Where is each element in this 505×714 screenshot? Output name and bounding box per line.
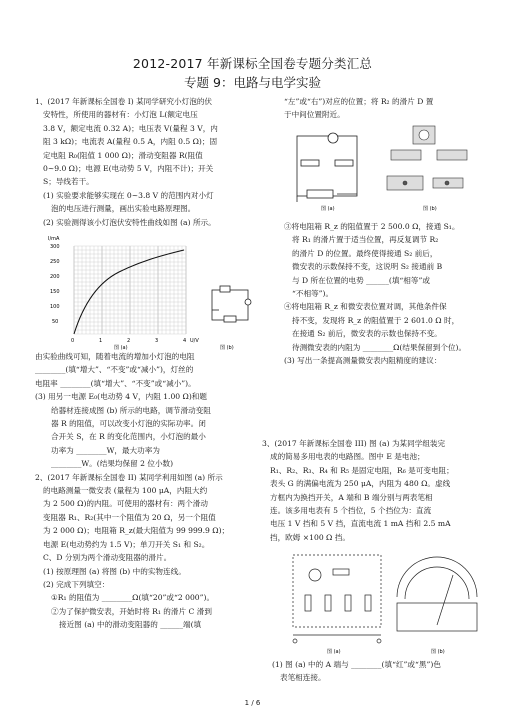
figure-caption: 图 (b) <box>423 206 437 212</box>
text-line: 挡，欧姆 ×100 Ω 挡。 <box>270 532 350 542</box>
graph-grid <box>74 246 186 334</box>
right-column-text-mid <box>284 220 489 367</box>
text-line: 由实验曲线可知，随着电流的增加小灯泡的电阻 <box>35 352 195 361</box>
left-column-text-bottom <box>35 350 260 632</box>
left-column-text-top <box>35 95 260 229</box>
figure-caption: 图 (a) <box>114 345 128 350</box>
text-line: 持不变，发现将 R_z 的阻值置于 2 601.0 Ω 时， <box>292 315 460 325</box>
text-line: 将 R₁ 的滑片置于适当位置，再反复调节 R₂ <box>292 235 439 245</box>
text-line: C、D 分别为两个滑动变阻器的滑片。 <box>43 553 172 563</box>
circuit-a <box>297 133 357 202</box>
figure-caption: 图 (b) <box>431 649 445 655</box>
text-line: 方框内为换挡开关，A 端和 B 端分别与两表笔相 <box>270 492 433 502</box>
right-column-text-bottom <box>272 658 487 685</box>
text-line: 电阻率 ________(填“增大”、“不变”或“减小”)。 <box>35 378 196 388</box>
figure-caption: 图 (a) <box>327 649 341 655</box>
x-tick: 1 <box>99 338 103 344</box>
text-line: 表笔相连接。 <box>280 673 326 683</box>
text-line: 合开关 S，在 R 的变化范围内，小灯泡的最小 <box>51 432 206 442</box>
text-line: 定电阻 R₀(阻值 1 000 Ω)；滑动变阻器 R(阻值 <box>43 150 203 160</box>
text-line: ③将电阻箱 R_z 的阻值置于 2 500.0 Ω，接通 S₁。 <box>284 222 460 231</box>
text-line: 为 2 500 Ω)的内阻。可使用的器材有：两个滑动 <box>43 499 208 509</box>
page-number: 1 / 6 <box>244 699 261 707</box>
text-line: ②为了保护微安表，开始时将 R₁ 的滑片 C 滑到 <box>51 606 212 616</box>
text-line: 2、(2017 年新课标全国卷 II) 某同学利用如图 (a) 所示 <box>35 472 223 482</box>
text-line: 成的简易多用电表的电路图。图中 E 是电池； <box>270 452 425 462</box>
text-line: 电源 E(电动势约为 1.5 V)；单刀开关 S₁ 和 S₂。 <box>43 539 210 549</box>
text-line: 功率为 ________W，最大功率为 <box>51 445 160 455</box>
y-tick: 100 <box>50 304 60 310</box>
text-line: 的滑片 D 的位置。最终使得接通 S₂ 前后， <box>292 248 438 258</box>
document-subtitle: 专题 9：电路与电学实验 <box>184 75 321 90</box>
figure-caption: 图 (a) <box>321 206 335 212</box>
text-line: 器 R 的阻值，可以改变小灯泡的实际功率。闭 <box>51 419 206 429</box>
y-tick: 300 <box>50 244 60 250</box>
text-line: 与 D 所在位置的电势 ______(填“相等”或 <box>292 275 430 285</box>
microammeter-circuit-figures <box>287 122 477 214</box>
y-tick: 200 <box>50 274 60 280</box>
text-line: ________(填“增大”、“不变”或“减小”)，灯丝的 <box>35 365 194 375</box>
y-tick: 50 <box>52 319 59 325</box>
text-line: 的电路测量一微安表 (量程为 100 μA，内阻大约 <box>43 486 208 496</box>
text-line: 在接通 S₂ 前后，微安表的示数也保持不变。 <box>292 329 442 339</box>
text-line: “不相等”)。 <box>292 289 334 299</box>
text-line: S；导线若干。 <box>43 177 94 187</box>
text-line: (1) 实验要求能够实现在 0~3.8 V 的范围内对小灯 <box>43 190 214 200</box>
text-line: (3) 写出一条提高测量微安表内阻精度的建议： <box>284 356 442 366</box>
document-title: 2012-2017 年新课标全国卷专题分类汇总 <box>132 56 373 71</box>
text-line: (2) 完成下列填空： <box>43 579 110 589</box>
iv-curve <box>74 250 184 334</box>
y-axis-label: I/mA <box>48 236 60 242</box>
x-axis-label: U/V <box>190 338 199 344</box>
figure-caption: 图 (b) <box>220 345 234 350</box>
circuit-b <box>212 286 251 322</box>
multimeter-dial-b <box>397 557 477 631</box>
text-line: 接近图 (a) 中的滑动变阻器的 ______端(填 <box>59 620 202 630</box>
text-line: 电压 1 V 挡和 5 V 挡，直流电流 1 mA 挡和 2.5 mA <box>270 519 451 529</box>
x-tick: 0 <box>71 338 75 344</box>
y-tick: 250 <box>50 259 60 265</box>
multimeter-figures <box>285 545 485 655</box>
text-line: 连。该多用电表有 5 个挡位，5 个挡位为：直流 <box>270 506 432 516</box>
x-tick: 3 <box>155 338 159 344</box>
text-line: (1) 图 (a) 中的 A 端与 ________(填“红”或“黑”)色 <box>272 660 441 669</box>
text-line: 安特性，所使用的器材有：小灯泡 L(额定电压 <box>43 110 198 120</box>
text-line: 于中间位置附近。 <box>284 110 345 120</box>
text-line: 微安表的示数保持不变，这说明 S₂ 接通前 B <box>292 262 443 272</box>
right-column-text-q3 <box>262 437 490 544</box>
text-line: ④将电阻箱 R_z 和微安表位置对调，其他条件保 <box>284 302 447 312</box>
text-line: 泡的电压进行测量，画出实验电路原理图。 <box>51 204 196 214</box>
y-tick: 150 <box>50 289 60 295</box>
text-line: 阻 3 kΩ)；电流表 A(量程 0.5 A，内阻 0.5 Ω)；固 <box>43 137 218 147</box>
text-line: (2) 实验测得该小灯泡伏安特性曲线如图 (a) 所示。 <box>43 217 216 227</box>
text-line: 表头 G 的满偏电流为 250 μA，内阻为 480 Ω。虚线 <box>270 479 451 489</box>
multimeter-circuit-a <box>293 555 381 643</box>
text-line: (3) 用另一电源 E₀(电动势 4 V，内阻 1.00 Ω)和题 <box>35 392 207 402</box>
iv-curve-figure <box>44 232 258 350</box>
text-line: 为 2 000 Ω)；电阻箱 R_z(最大阻值为 99 999.9 Ω)； <box>43 526 230 536</box>
text-line: 0~9.0 Ω)；电源 E(电动势 5 V，内阻不计)；开关 <box>43 164 214 174</box>
text-line: 3、(2017 年新课标全国卷 III) 图 (a) 为某同学组装完 <box>262 439 446 448</box>
text-line: 给器材连接成图 (b) 所示的电路，调节滑动变阻 <box>51 405 211 415</box>
text-line: R₁、R₂、R₃、R₄ 和 R₅ 是固定电阻，R₆ 是可变电阻； <box>270 465 454 475</box>
circuit-b-equipment <box>387 126 467 190</box>
text-line: 3.8 V，额定电流 0.32 A)；电压表 V(量程 3 V，内 <box>43 123 218 133</box>
text-line: 变阻器 R₁、R₂(其中一个阻值为 20 Ω，另一个阻值 <box>43 512 216 522</box>
text-line: ________W。(结果均保留 2 位小数) <box>51 459 174 469</box>
text-line: (1) 按原理图 (a) 将图 (b) 中的实物连线。 <box>43 566 186 576</box>
text-line: 待测微安表的内阻为 ________Ω(结果保留到个位)。 <box>292 342 467 352</box>
x-tick: 4 <box>183 338 187 344</box>
x-tick: 2 <box>127 338 131 344</box>
text-line: 1、(2017 年新课标全国卷 I) 某同学研究小灯泡的伏 <box>35 97 213 106</box>
text-line: ①R₁ 的阻值为 ________Ω(填“20”或“2 000”)。 <box>51 593 215 603</box>
text-line: “左”或“右”)对应的位置；将 R₂ 的滑片 D 置 <box>284 97 434 106</box>
right-column-text-top <box>284 95 484 122</box>
